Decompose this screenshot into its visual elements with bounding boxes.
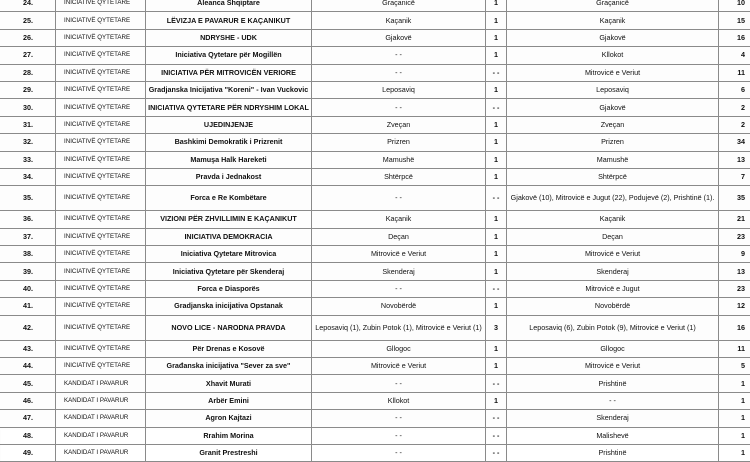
table-row	[1, 12, 750, 29]
row-number-cell: 49.	[1, 444, 56, 461]
municipality-mayor-cell: Graçanicë	[312, 0, 486, 12]
mayor-count-cell: 1	[486, 134, 507, 151]
total-count-cell: 5	[719, 358, 750, 375]
entity-name-cell: Forca e Diasporës	[146, 280, 312, 297]
table-row	[1, 116, 750, 133]
row-number-cell: 38.	[1, 246, 56, 263]
municipality-mayor-cell: Mamushë	[312, 151, 486, 168]
table-row	[1, 263, 750, 280]
total-count-cell: 34	[719, 134, 750, 151]
municipality-assembly-cell: Kllokot	[507, 47, 719, 64]
total-count-cell: 23	[719, 280, 750, 297]
municipality-assembly-cell: Leposaviq	[507, 81, 719, 98]
entity-type-cell: INICIATIVË QYTETARE	[56, 340, 146, 357]
entity-type-cell: KANDIDAT I PAVARUR	[56, 444, 146, 461]
mayor-count-cell: - -	[486, 444, 507, 461]
table-row	[1, 392, 750, 409]
mayor-count-cell: 1	[486, 246, 507, 263]
total-count-cell: 1	[719, 410, 750, 427]
entity-type-cell: INICIATIVË QYTETARE	[56, 263, 146, 280]
row-number-cell: 30.	[1, 99, 56, 116]
mayor-count-cell: 1	[486, 0, 507, 12]
entity-type-cell: INICIATIVË QYTETARE	[56, 228, 146, 245]
row-number-cell: 45.	[1, 375, 56, 392]
mayor-count-cell: 1	[486, 81, 507, 98]
row-number-cell: 37.	[1, 228, 56, 245]
row-number-cell: 46.	[1, 392, 56, 409]
municipality-assembly-cell: Gjakovë	[507, 29, 719, 46]
entity-name-cell: Iniciativa Qytetare për Mogillën	[146, 47, 312, 64]
mayor-count-cell: 1	[486, 340, 507, 357]
municipality-assembly-cell: Mamushë	[507, 151, 719, 168]
municipality-mayor-cell: Novobërdë	[312, 298, 486, 315]
table-row	[1, 315, 750, 340]
municipality-assembly-cell: Deçan	[507, 228, 719, 245]
municipality-mayor-cell: Prizren	[312, 134, 486, 151]
municipality-mayor-cell: - -	[312, 410, 486, 427]
mayor-count-cell: 1	[486, 47, 507, 64]
municipality-assembly-cell: Gllogoc	[507, 340, 719, 357]
entity-type-cell: INICIATIVË QYTETARE	[56, 246, 146, 263]
municipality-mayor-cell: - -	[312, 99, 486, 116]
total-count-cell: 35	[719, 186, 750, 211]
municipality-assembly-cell: Mitrovicë e Veriut	[507, 246, 719, 263]
municipality-assembly-cell: Zveçan	[507, 116, 719, 133]
entity-name-cell: VIZIONI PËR ZHVILLIMIN E KAÇANIKUT	[146, 211, 312, 228]
entity-name-cell: Mamuşa Halk Hareketi	[146, 151, 312, 168]
municipality-mayor-cell: Kaçanik	[312, 211, 486, 228]
municipality-assembly-cell: Leposaviq (6), Zubin Potok (9), Mitrovicë e Veriut (1)	[507, 315, 719, 340]
entity-name-cell: NOVO LICE - NARODNA PRAVDA	[146, 315, 312, 340]
total-count-cell: 23	[719, 228, 750, 245]
total-count-cell: 21	[719, 211, 750, 228]
mayor-count-cell: 1	[486, 151, 507, 168]
table-row	[1, 280, 750, 297]
row-number-cell: 41.	[1, 298, 56, 315]
entity-name-cell: INICIATIVA QYTETARE PËR NDRYSHIM LOKAL	[146, 99, 312, 116]
mayor-count-cell: 1	[486, 392, 507, 409]
mayor-count-cell: 1	[486, 116, 507, 133]
table-row	[1, 340, 750, 357]
total-count-cell: 10	[719, 0, 750, 12]
table-body	[1, 0, 750, 462]
entity-type-cell: KANDIDAT I PAVARUR	[56, 392, 146, 409]
total-count-cell: 11	[719, 64, 750, 81]
municipality-assembly-cell: Shtërpcë	[507, 168, 719, 185]
mayor-count-cell: 1	[486, 29, 507, 46]
municipality-mayor-cell: Kaçanik	[312, 12, 486, 29]
entity-name-cell: Rrahim Morina	[146, 427, 312, 444]
entity-type-cell: INICIATIVË QYTETARE	[56, 280, 146, 297]
table-row	[1, 246, 750, 263]
municipality-mayor-cell: Shtërpcë	[312, 168, 486, 185]
entity-name-cell: Xhavit Murati	[146, 375, 312, 392]
municipality-assembly-cell: Mitrovicë e Jugut	[507, 280, 719, 297]
municipality-mayor-cell: Mitrovicë e Veriut	[312, 246, 486, 263]
entity-name-cell: Pravda i Jednakost	[146, 168, 312, 185]
municipality-assembly-cell: - -	[507, 392, 719, 409]
municipality-mayor-cell: Gllogoc	[312, 340, 486, 357]
municipality-assembly-cell: Mitrovicë e Veriut	[507, 358, 719, 375]
entity-name-cell: LËVIZJA E PAVARUR E KAÇANIKUT	[146, 12, 312, 29]
municipality-mayor-cell: Mitrovicë e Veriut	[312, 358, 486, 375]
mayor-count-cell: 1	[486, 211, 507, 228]
entity-name-cell: Arbër Emini	[146, 392, 312, 409]
municipality-mayor-cell: Zveçan	[312, 116, 486, 133]
total-count-cell: 1	[719, 392, 750, 409]
municipality-assembly-cell: Skenderaj	[507, 410, 719, 427]
table-row	[1, 151, 750, 168]
municipality-mayor-cell: - -	[312, 47, 486, 64]
municipality-mayor-cell: - -	[312, 186, 486, 211]
municipality-assembly-cell: Prizren	[507, 134, 719, 151]
municipality-mayor-cell: Deçan	[312, 228, 486, 245]
table-row	[1, 47, 750, 64]
municipality-mayor-cell: Gjakovë	[312, 29, 486, 46]
total-count-cell: 2	[719, 116, 750, 133]
table-row	[1, 0, 750, 12]
row-number-cell: 48.	[1, 427, 56, 444]
mayor-count-cell: 1	[486, 263, 507, 280]
table-row	[1, 211, 750, 228]
total-count-cell: 2	[719, 99, 750, 116]
row-number-cell: 44.	[1, 358, 56, 375]
row-number-cell: 43.	[1, 340, 56, 357]
entity-type-cell: KANDIDAT I PAVARUR	[56, 410, 146, 427]
entity-name-cell: Gradjanska inicijativa Opstanak	[146, 298, 312, 315]
entity-type-cell: INICIATIVË QYTETARE	[56, 151, 146, 168]
table-row	[1, 81, 750, 98]
table-row	[1, 228, 750, 245]
total-count-cell: 12	[719, 298, 750, 315]
table-row	[1, 99, 750, 116]
row-number-cell: 34.	[1, 168, 56, 185]
municipality-assembly-cell: Gjakovë	[507, 99, 719, 116]
mayor-count-cell: - -	[486, 64, 507, 81]
entity-name-cell: Agron Kajtazi	[146, 410, 312, 427]
municipality-assembly-cell: Gjakovë (10), Mitrovicë e Jugut (22), Podujevë (2), Prishtinë (1).	[507, 186, 719, 211]
total-count-cell: 16	[719, 29, 750, 46]
row-number-cell: 42.	[1, 315, 56, 340]
table-row	[1, 410, 750, 427]
row-number-cell: 32.	[1, 134, 56, 151]
table-row	[1, 29, 750, 46]
municipality-assembly-cell: Mitrovicë e Veriut	[507, 64, 719, 81]
mayor-count-cell: 1	[486, 168, 507, 185]
row-number-cell: 39.	[1, 263, 56, 280]
entity-type-cell: INICIATIVË QYTETARE	[56, 0, 146, 12]
entity-name-cell: Aleanca Shqiptare	[146, 0, 312, 12]
total-count-cell: 15	[719, 12, 750, 29]
entity-name-cell: Iniciativa Qytetare Mitrovica	[146, 246, 312, 263]
entity-type-cell: INICIATIVË QYTETARE	[56, 47, 146, 64]
total-count-cell: 11	[719, 340, 750, 357]
entity-name-cell: UJEDINJENJE	[146, 116, 312, 133]
municipality-assembly-cell: Novobërdë	[507, 298, 719, 315]
mayor-count-cell: - -	[486, 186, 507, 211]
municipality-assembly-cell: Graçanicë	[507, 0, 719, 12]
table-row	[1, 134, 750, 151]
entity-type-cell: INICIATIVË QYTETARE	[56, 168, 146, 185]
entity-type-cell: INICIATIVË QYTETARE	[56, 64, 146, 81]
entity-name-cell: INICIATIVA DEMOKRACIA	[146, 228, 312, 245]
mayor-count-cell: - -	[486, 99, 507, 116]
municipality-mayor-cell: Leposaviq	[312, 81, 486, 98]
entity-name-cell: Granit Prestreshi	[146, 444, 312, 461]
entity-type-cell: INICIATIVË QYTETARE	[56, 81, 146, 98]
row-number-cell: 29.	[1, 81, 56, 98]
total-count-cell: 13	[719, 151, 750, 168]
table-row	[1, 298, 750, 315]
entity-name-cell: Bashkimi Demokratik i Prizrenit	[146, 134, 312, 151]
mayor-count-cell: 1	[486, 12, 507, 29]
table-row	[1, 64, 750, 81]
mayor-count-cell: 1	[486, 358, 507, 375]
row-number-cell: 47.	[1, 410, 56, 427]
municipality-assembly-cell: Kaçanik	[507, 12, 719, 29]
total-count-cell: 9	[719, 246, 750, 263]
entity-type-cell: KANDIDAT I PAVARUR	[56, 375, 146, 392]
table-row	[1, 186, 750, 211]
entity-type-cell: INICIATIVË QYTETARE	[56, 99, 146, 116]
mayor-count-cell: - -	[486, 427, 507, 444]
total-count-cell: 16	[719, 315, 750, 340]
entity-type-cell: INICIATIVË QYTETARE	[56, 12, 146, 29]
mayor-count-cell: - -	[486, 410, 507, 427]
total-count-cell: 4	[719, 47, 750, 64]
table-row	[1, 358, 750, 375]
entity-name-cell: INICIATIVA PËR MITROVICËN VERIORE	[146, 64, 312, 81]
entity-type-cell: INICIATIVË QYTETARE	[56, 186, 146, 211]
total-count-cell: 13	[719, 263, 750, 280]
municipality-mayor-cell: Skenderaj	[312, 263, 486, 280]
municipality-assembly-cell: Prishtinë	[507, 444, 719, 461]
entity-type-cell: INICIATIVË QYTETARE	[56, 298, 146, 315]
entity-name-cell: Građanska inicijativa "Sever za sve"	[146, 358, 312, 375]
table-row	[1, 375, 750, 392]
row-number-cell: 35.	[1, 186, 56, 211]
entity-type-cell: INICIATIVË QYTETARE	[56, 358, 146, 375]
row-number-cell: 25.	[1, 12, 56, 29]
row-number-cell: 24.	[1, 0, 56, 12]
total-count-cell: 7	[719, 168, 750, 185]
municipality-mayor-cell: - -	[312, 444, 486, 461]
municipality-assembly-cell: Prishtinë	[507, 375, 719, 392]
row-number-cell: 28.	[1, 64, 56, 81]
municipality-mayor-cell: Kllokot	[312, 392, 486, 409]
municipality-assembly-cell: Kaçanik	[507, 211, 719, 228]
municipality-mayor-cell: - -	[312, 427, 486, 444]
entity-type-cell: INICIATIVË QYTETARE	[56, 116, 146, 133]
row-number-cell: 33.	[1, 151, 56, 168]
municipality-mayor-cell: - -	[312, 64, 486, 81]
total-count-cell: 1	[719, 444, 750, 461]
entity-type-cell: INICIATIVË QYTETARE	[56, 134, 146, 151]
municipality-mayor-cell: Leposaviq (1), Zubin Potok (1), Mitrovicë e Veriut (1)	[312, 315, 486, 340]
row-number-cell: 27.	[1, 47, 56, 64]
row-number-cell: 40.	[1, 280, 56, 297]
entity-type-cell: INICIATIVË QYTETARE	[56, 211, 146, 228]
entity-type-cell: KANDIDAT I PAVARUR	[56, 427, 146, 444]
municipality-assembly-cell: Skenderaj	[507, 263, 719, 280]
mayor-count-cell: 1	[486, 298, 507, 315]
entity-name-cell: NDRYSHE - UDK	[146, 29, 312, 46]
total-count-cell: 1	[719, 427, 750, 444]
entity-name-cell: Iniciativa Qytetare për Skenderaj	[146, 263, 312, 280]
entity-name-cell: Gradjanska Inicijativa "Koreni" - Ivan Vuckovic	[146, 81, 312, 98]
entity-type-cell: INICIATIVË QYTETARE	[56, 29, 146, 46]
entity-name-cell: Për Drenas e Kosovë	[146, 340, 312, 357]
mayor-count-cell: 3	[486, 315, 507, 340]
municipality-assembly-cell: Malishevë	[507, 427, 719, 444]
row-number-cell: 36.	[1, 211, 56, 228]
entity-type-cell: INICIATIVË QYTETARE	[56, 315, 146, 340]
mayor-count-cell: - -	[486, 375, 507, 392]
municipality-mayor-cell: - -	[312, 375, 486, 392]
total-count-cell: 1	[719, 375, 750, 392]
row-number-cell: 26.	[1, 29, 56, 46]
row-number-cell: 31.	[1, 116, 56, 133]
total-count-cell: 6	[719, 81, 750, 98]
table-row	[1, 444, 750, 461]
entity-name-cell: Forca e Re Kombëtare	[146, 186, 312, 211]
municipality-mayor-cell: - -	[312, 280, 486, 297]
table-row	[1, 168, 750, 185]
mayor-count-cell: - -	[486, 280, 507, 297]
mayor-count-cell: 1	[486, 228, 507, 245]
